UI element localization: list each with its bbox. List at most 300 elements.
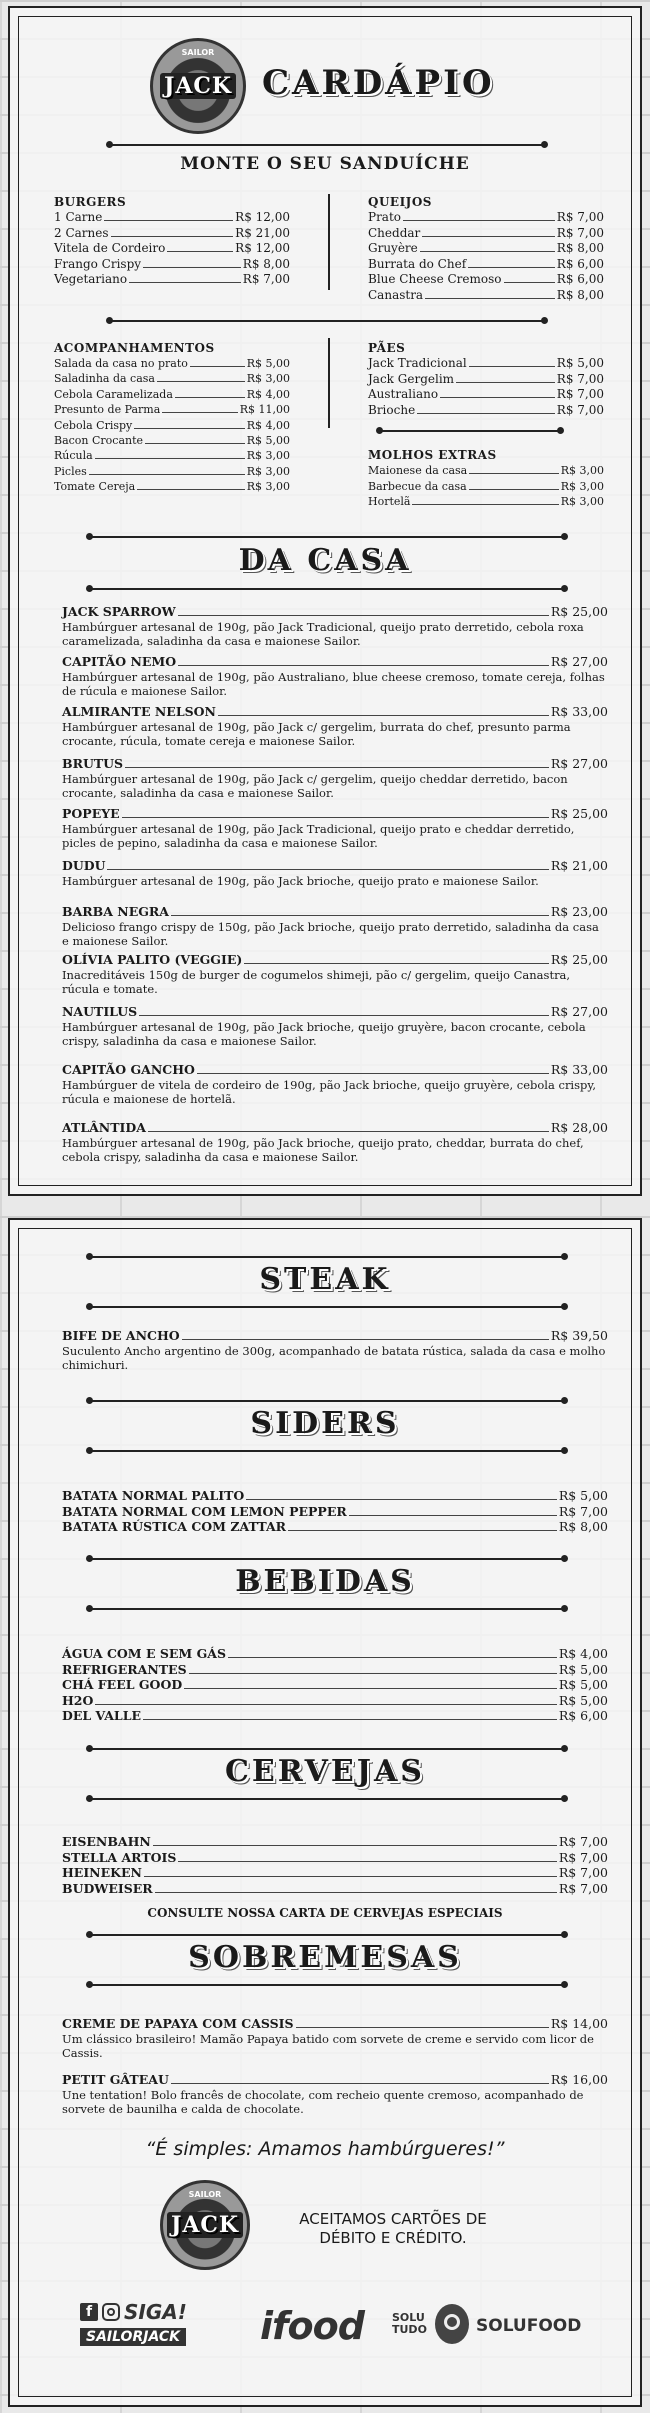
- list-item: [62, 1120, 608, 1135]
- leader-line: [155, 1892, 557, 1893]
- item-name: Vegetariano: [54, 272, 128, 286]
- bebidas-list: [62, 1646, 608, 1724]
- item-price: R$ 33,00: [550, 704, 608, 719]
- item-name: Prato: [368, 210, 402, 224]
- item-price: R$ 7,00: [556, 402, 604, 417]
- item-name: POPEYE: [62, 806, 120, 821]
- da-casa-title: DA CASA: [238, 543, 412, 578]
- item-name: BARBA NEGRA: [62, 904, 169, 919]
- item-name: PETIT GÂTEAU: [62, 2072, 169, 2087]
- item-description: Hambúrguer artesanal de 190g, pão Jack Tradicional, queijo prato derretido, cebola roxa caramelizada, saladinha da casa e maionese Sailor.: [62, 620, 584, 648]
- item-price: R$ 12,00: [235, 210, 290, 224]
- leader-line: [440, 397, 555, 398]
- list-item: [368, 479, 604, 495]
- paes-list: [368, 356, 604, 418]
- item-name: NAUTILUS: [62, 1004, 138, 1019]
- list-item: [368, 288, 604, 304]
- item-name: CAPITÃO NEMO: [62, 654, 177, 669]
- leader-line: [107, 869, 548, 870]
- item-name: BATATA RÚSTICA COM ZATTAR: [62, 1519, 287, 1534]
- list-item: [54, 464, 290, 479]
- item-name: BATATA NORMAL COM LEMON PEPPER: [62, 1503, 347, 1519]
- bebidas-title: BEBIDAS: [235, 1564, 415, 1599]
- item-description: Une tentation! Bolo francês de chocolate, com recheio quente cremoso, acompanhado de sorvete de baunilha e calda de chocolate.: [62, 2088, 584, 2116]
- list-item: [62, 1865, 608, 1881]
- social-label: SIGA!: [124, 2300, 187, 2324]
- item-price: R$ 39,50: [550, 1328, 608, 1343]
- list-item: [368, 372, 604, 388]
- list-item: [62, 1850, 608, 1866]
- divider: [90, 1558, 564, 1560]
- item-price: R$ 7,00: [558, 1834, 608, 1849]
- item-price: R$ 16,00: [550, 2072, 608, 2087]
- item-name: Frango Crispy: [54, 256, 142, 271]
- leader-line: [504, 282, 555, 283]
- item-description: Hambúrguer artesanal de 190g, pão Australiano, blue cheese cremoso, tomate cereja, folhas de rúcula e maionese Sailor.: [62, 670, 605, 698]
- leader-line: [189, 1673, 557, 1674]
- item-description: Um clássico brasileiro! Mamão Papaya batido com sorvete de creme e servido com licor de Cassis.: [62, 2032, 594, 2060]
- steak-title: STEAK: [259, 1262, 391, 1297]
- item-price: R$ 8,00: [558, 1519, 608, 1534]
- list-item: [54, 433, 290, 448]
- list-item: [368, 226, 604, 242]
- item-name: Jack Gergelim: [368, 371, 455, 386]
- siders-list: [62, 1488, 608, 1535]
- cervejas-list: [62, 1834, 608, 1896]
- item-price: R$ 21,00: [235, 225, 290, 240]
- list-item: [62, 654, 608, 669]
- list-item: [62, 1646, 608, 1662]
- item-description: Hambúrguer artesanal de 190g, pão Jack Tradicional, queijo prato e cheddar derretido, picles de pepino, saladinha da casa e maionese Sailor.: [62, 822, 575, 850]
- leader-line: [178, 665, 549, 666]
- item-price: R$ 8,00: [242, 256, 290, 271]
- item-name: CHÁ FEEL GOOD: [62, 1677, 183, 1692]
- item-name: Blue Cheese Cremoso: [368, 272, 502, 286]
- list-item: [54, 479, 290, 494]
- molhos-heading: MOLHOS EXTRAS: [368, 448, 497, 462]
- divider: [90, 1748, 564, 1750]
- list-item: [54, 241, 290, 257]
- social-badge[interactable]: [80, 2300, 220, 2356]
- item-name: Cebola Caramelizada: [54, 387, 173, 401]
- menu-item: [62, 2016, 608, 2060]
- queijos-heading: QUEIJOS: [368, 195, 432, 209]
- item-name: Tomate Cereja: [54, 480, 136, 494]
- payment-info: [278, 2210, 508, 2248]
- leader-line: [184, 1688, 557, 1689]
- item-name: Hortelã: [368, 495, 411, 508]
- item-name: Brioche: [368, 402, 416, 417]
- menu-item: [62, 704, 608, 748]
- leader-line: [349, 1515, 557, 1516]
- leader-line: [296, 2027, 549, 2028]
- leader-line: [153, 1845, 557, 1846]
- item-name: OLÍVIA PALITO (VEGGIE): [62, 952, 243, 967]
- item-price: R$ 11,00: [239, 403, 290, 417]
- column-divider: [328, 194, 330, 290]
- list-item: [54, 226, 290, 242]
- leader-line: [228, 1657, 557, 1658]
- item-price: R$ 3,00: [560, 464, 604, 477]
- menu-item: [62, 806, 608, 850]
- item-description: Delicioso frango crispy de 150g, pão Jack brioche, queijo prato derretido, saladinha da casa e maionese Sailor.: [62, 920, 599, 948]
- leader-line: [456, 382, 555, 383]
- payment-line-1: ACEITAMOS CARTÕES DE: [299, 2210, 487, 2228]
- acompanhamentos-heading: ACOMPANHAMENTOS: [54, 341, 215, 355]
- item-price: R$ 6,00: [556, 272, 604, 286]
- item-price: R$ 7,00: [558, 1865, 608, 1880]
- divider: [90, 1400, 564, 1402]
- ifood-logo: ifood: [260, 2304, 364, 2348]
- list-item: [54, 418, 290, 433]
- item-price: R$ 5,00: [558, 1488, 608, 1503]
- list-item: [54, 387, 290, 402]
- menu-item: [62, 756, 608, 800]
- list-item: [62, 1328, 608, 1343]
- column-divider: [328, 338, 330, 428]
- item-description: Hambúrguer de vitela de cordeiro de 190g, pão Jack brioche, queijo gruyère, cebola crispy, rúcula e maionese de hortelã.: [62, 1078, 597, 1106]
- queijos-list: [368, 210, 604, 303]
- item-price: R$ 3,00: [246, 464, 290, 478]
- leader-line: [171, 915, 549, 916]
- leader-line: [469, 366, 555, 367]
- item-name: 1 Carne: [54, 210, 103, 224]
- menu-item: [62, 904, 608, 948]
- leader-line: [148, 1131, 549, 1132]
- leader-line: [182, 1339, 549, 1340]
- leader-line: [288, 1530, 557, 1531]
- item-name: EISENBAHN: [62, 1834, 151, 1849]
- item-description: Hambúrguer artesanal de 190g, pão Jack brioche, queijo prato e maionese Sailor.: [62, 874, 539, 888]
- item-price: R$ 3,00: [246, 449, 290, 463]
- leader-line: [145, 443, 245, 444]
- item-price: R$ 12,00: [235, 241, 290, 255]
- item-price: R$ 7,00: [558, 1503, 608, 1519]
- list-item: [368, 387, 604, 403]
- item-price: R$ 5,00: [246, 357, 290, 370]
- list-item: [62, 1677, 608, 1693]
- list-item: [54, 257, 290, 273]
- leader-line: [197, 1073, 549, 1074]
- leader-line: [139, 1015, 549, 1016]
- item-price: R$ 21,00: [550, 858, 608, 873]
- item-price: R$ 8,00: [556, 287, 604, 302]
- item-price: R$ 7,00: [558, 1880, 608, 1896]
- siders-title: SIDERS: [250, 1406, 400, 1441]
- leader-line: [129, 282, 241, 283]
- leader-line: [178, 615, 549, 616]
- menu-panel-top: [8, 6, 642, 1196]
- item-price: R$ 14,00: [550, 2016, 608, 2031]
- item-price: R$ 4,00: [558, 1646, 608, 1661]
- list-item: [54, 356, 290, 371]
- menu-item: [62, 2072, 608, 2116]
- item-name: Cheddar: [368, 225, 421, 240]
- build-title: MONTE O SEU SANDUÍCHE: [180, 154, 470, 174]
- item-name: STELLA ARTOIS: [62, 1849, 177, 1865]
- social-handle: SAILORJACK: [80, 2328, 186, 2346]
- list-item: [54, 371, 290, 386]
- item-name: REFRIGERANTES: [62, 1661, 187, 1677]
- item-name: Australiano: [368, 387, 439, 401]
- divider: [90, 1798, 564, 1800]
- leader-line: [468, 267, 555, 268]
- list-item: [368, 403, 604, 419]
- item-name: Canastra: [368, 287, 424, 302]
- menu-item: [62, 1120, 608, 1164]
- page-title: CARDÁPIO: [262, 63, 495, 103]
- item-price: R$ 6,00: [558, 1708, 608, 1723]
- solufood-logo: SOLUFOOD: [476, 2316, 582, 2336]
- divider: [90, 1256, 564, 1258]
- item-price: R$ 3,00: [560, 495, 604, 508]
- acompanhamentos-list: [54, 356, 290, 495]
- leader-line: [137, 489, 245, 490]
- leader-line: [417, 413, 555, 414]
- list-item: [368, 210, 604, 226]
- leader-line: [246, 1499, 557, 1500]
- item-price: R$ 23,00: [550, 904, 608, 919]
- item-price: R$ 3,00: [246, 372, 290, 386]
- paes-heading: PÃES: [368, 341, 406, 355]
- item-description: Hambúrguer artesanal de 190g, pão Jack c/ gergelim, queijo cheddar derretido, bacon crocante, saladinha da casa e maionese Sailor.: [62, 772, 568, 800]
- leader-line: [218, 715, 549, 716]
- divider: [90, 588, 564, 590]
- item-name: BIFE DE ANCHO: [62, 1328, 180, 1343]
- leader-line: [403, 220, 555, 221]
- molhos-list: [368, 463, 604, 510]
- leader-line: [422, 236, 555, 237]
- payment-line-2: DÉBITO E CRÉDITO.: [319, 2229, 467, 2247]
- item-price: R$ 28,00: [550, 1120, 608, 1135]
- list-item: [368, 494, 604, 510]
- item-name: HEINEKEN: [62, 1865, 142, 1880]
- menu-item: [62, 1004, 608, 1048]
- item-price: R$ 7,00: [242, 272, 290, 286]
- leader-line: [143, 267, 241, 268]
- menu-item: [62, 1328, 608, 1372]
- item-price: R$ 27,00: [550, 756, 608, 771]
- menu-item: [62, 604, 608, 648]
- divider: [380, 430, 560, 432]
- item-price: R$ 6,00: [556, 256, 604, 271]
- item-price: R$ 5,00: [556, 356, 604, 370]
- item-name: DUDU: [62, 858, 106, 873]
- leader-line: [125, 767, 549, 768]
- item-name: H2O: [62, 1692, 94, 1708]
- list-item: [368, 257, 604, 273]
- leader-line: [104, 220, 233, 221]
- item-price: R$ 27,00: [550, 654, 608, 669]
- list-item: [62, 1708, 608, 1724]
- logo-text: JACK: [160, 73, 236, 99]
- item-name: Picles: [54, 464, 87, 478]
- item-price: R$ 25,00: [550, 806, 608, 821]
- burgers-heading: BURGERS: [54, 195, 127, 209]
- item-description: Inacreditáveis 150g de burger de cogumelos shimeji, pão c/ gergelim, queijo Canastra, rúcula e tomate.: [62, 968, 571, 996]
- item-name: Maionese da casa: [368, 464, 468, 477]
- leader-line: [95, 458, 245, 459]
- item-price: R$ 3,00: [246, 480, 290, 494]
- item-name: BUDWEISER: [62, 1880, 153, 1896]
- item-price: R$ 5,00: [558, 1661, 608, 1677]
- solufood-shield-icon: [435, 2304, 469, 2344]
- item-price: R$ 7,00: [556, 225, 604, 240]
- item-name: DEL VALLE: [62, 1708, 142, 1723]
- sobremesas-title: SOBREMESAS: [188, 1940, 462, 1975]
- sailor-jack-logo: [150, 38, 246, 134]
- cervejas-title: CERVEJAS: [225, 1754, 425, 1789]
- list-item: [62, 1693, 608, 1709]
- leader-line: [111, 236, 234, 237]
- list-item: [62, 1834, 608, 1850]
- list-item: [62, 1662, 608, 1678]
- divider: [110, 144, 544, 146]
- list-item: [54, 402, 290, 417]
- divider: [90, 1450, 564, 1452]
- leader-line: [157, 381, 245, 382]
- item-name: Vitela de Cordeiro: [54, 241, 166, 255]
- leader-line: [469, 473, 558, 474]
- sailor-jack-logo-footer: [160, 2180, 250, 2270]
- burgers-list: [54, 210, 290, 288]
- divider: [90, 1984, 564, 1986]
- item-price: R$ 4,00: [246, 387, 290, 401]
- list-item: [368, 356, 604, 372]
- list-item: [62, 1062, 608, 1077]
- list-item: [54, 448, 290, 463]
- item-price: R$ 5,00: [558, 1677, 608, 1692]
- leader-line: [469, 489, 559, 490]
- list-item: [368, 241, 604, 257]
- leader-line: [412, 504, 558, 505]
- item-price: R$ 7,00: [556, 210, 604, 224]
- item-price: R$ 33,00: [550, 1062, 608, 1077]
- leader-line: [95, 1704, 556, 1705]
- list-item: [62, 756, 608, 771]
- item-name: Gruyère: [368, 241, 418, 255]
- item-name: ALMIRANTE NELSON: [62, 704, 216, 719]
- item-name: Salada da casa no prato: [54, 357, 188, 370]
- logo-small-text: SAILOR: [188, 2190, 222, 2199]
- list-item: [62, 1488, 608, 1504]
- item-price: R$ 7,00: [558, 1849, 608, 1865]
- divider: [90, 1608, 564, 1610]
- item-price: R$ 7,00: [556, 387, 604, 401]
- leader-line: [162, 412, 237, 413]
- divider: [90, 1934, 564, 1936]
- logo-text: JACK: [167, 2212, 243, 2238]
- item-name: ÁGUA COM E SEM GÁS: [62, 1646, 226, 1661]
- list-item: [368, 463, 604, 479]
- instagram-icon: [102, 2303, 120, 2321]
- logo-small-text: SAILOR: [181, 48, 215, 57]
- item-price: R$ 25,00: [550, 604, 608, 619]
- list-item: [54, 210, 290, 226]
- solu-tudo-logo: SOLU TUDO: [392, 2311, 427, 2336]
- leader-line: [178, 1861, 556, 1862]
- list-item: [368, 272, 604, 288]
- leader-line: [244, 963, 549, 964]
- list-item: [62, 904, 608, 919]
- facebook-icon: f: [80, 2303, 98, 2321]
- item-description: Hambúrguer artesanal de 190g, pão Jack brioche, queijo gruyère, bacon crocante, cebola crispy, saladinha da casa e maionese Sailor.: [62, 1020, 586, 1048]
- menu-item: [62, 952, 608, 996]
- list-item: [62, 1504, 608, 1520]
- cervejas-note: CONSULTE NOSSA CARTA DE CERVEJAS ESPECIAIS: [147, 1906, 503, 1920]
- list-item: [62, 704, 608, 719]
- leader-line: [425, 298, 555, 299]
- list-item: [62, 858, 608, 873]
- divider: [90, 536, 564, 538]
- list-item: [62, 1004, 608, 1019]
- item-name: JACK SPARROW: [62, 604, 176, 619]
- item-description: Hambúrguer artesanal de 190g, pão Jack brioche, queijo prato, cheddar, burrata do chef, cebola crispy, saladinha da casa e maionese Sailor.: [62, 1136, 584, 1164]
- leader-line: [143, 1719, 557, 1720]
- leader-line: [144, 1876, 557, 1877]
- item-price: R$ 3,00: [560, 479, 604, 493]
- list-item: [54, 272, 290, 288]
- list-item: [62, 1519, 608, 1535]
- item-name: BRUTUS: [62, 756, 124, 771]
- divider: [90, 1306, 564, 1308]
- item-price: R$ 8,00: [556, 241, 604, 255]
- item-name: Rúcula: [54, 449, 93, 463]
- leader-line: [190, 366, 245, 367]
- item-price: R$ 5,00: [246, 434, 290, 448]
- item-name: Jack Tradicional: [368, 356, 467, 370]
- item-name: Cebola Crispy: [54, 418, 133, 432]
- list-item: [62, 1881, 608, 1897]
- leader-line: [89, 474, 245, 475]
- divider: [110, 320, 544, 322]
- item-name: Bacon Crocante: [54, 434, 144, 448]
- list-item: [62, 952, 608, 967]
- item-price: R$ 5,00: [558, 1692, 608, 1708]
- menu-item: [62, 858, 608, 888]
- leader-line: [122, 817, 549, 818]
- item-price: R$ 7,00: [556, 371, 604, 386]
- item-price: R$ 27,00: [550, 1004, 608, 1019]
- leader-line: [420, 251, 555, 252]
- item-name: CREME DE PAPAYA COM CASSIS: [62, 2016, 294, 2031]
- list-item: [62, 2016, 608, 2031]
- item-name: CAPITÃO GANCHO: [62, 1062, 195, 1077]
- leader-line: [171, 2083, 549, 2084]
- menu-panel-bottom: [8, 1218, 642, 2407]
- slogan-quote: “É simples: Amamos hambúrgueres!”: [145, 2138, 505, 2160]
- item-name: Presunto de Parma: [54, 403, 161, 417]
- item-name: Saladinha da casa: [54, 372, 155, 386]
- list-item: [62, 806, 608, 821]
- list-item: [62, 2072, 608, 2087]
- leader-line: [167, 251, 233, 252]
- item-price: R$ 4,00: [246, 418, 290, 432]
- item-name: 2 Carnes: [54, 225, 109, 240]
- item-name: Barbecue da casa: [368, 479, 467, 493]
- item-name: BATATA NORMAL PALITO: [62, 1488, 245, 1503]
- leader-line: [175, 397, 245, 398]
- item-name: ATLÂNTIDA: [62, 1120, 146, 1135]
- menu-item: [62, 1062, 608, 1106]
- leader-line: [134, 428, 244, 429]
- list-item: [62, 604, 608, 619]
- item-description: Hambúrguer artesanal de 190g, pão Jack c/ gergelim, burrata do chef, presunto parma crocante, rúcula, tomate cereja e maionese Sailor.: [62, 720, 571, 748]
- item-price: R$ 25,00: [550, 952, 608, 967]
- item-name: Burrata do Chef: [368, 256, 467, 271]
- item-description: Suculento Ancho argentino de 300g, acompanhado de batata rústica, salada da casa e molho chimichuri.: [62, 1344, 606, 1372]
- menu-item: [62, 654, 608, 698]
